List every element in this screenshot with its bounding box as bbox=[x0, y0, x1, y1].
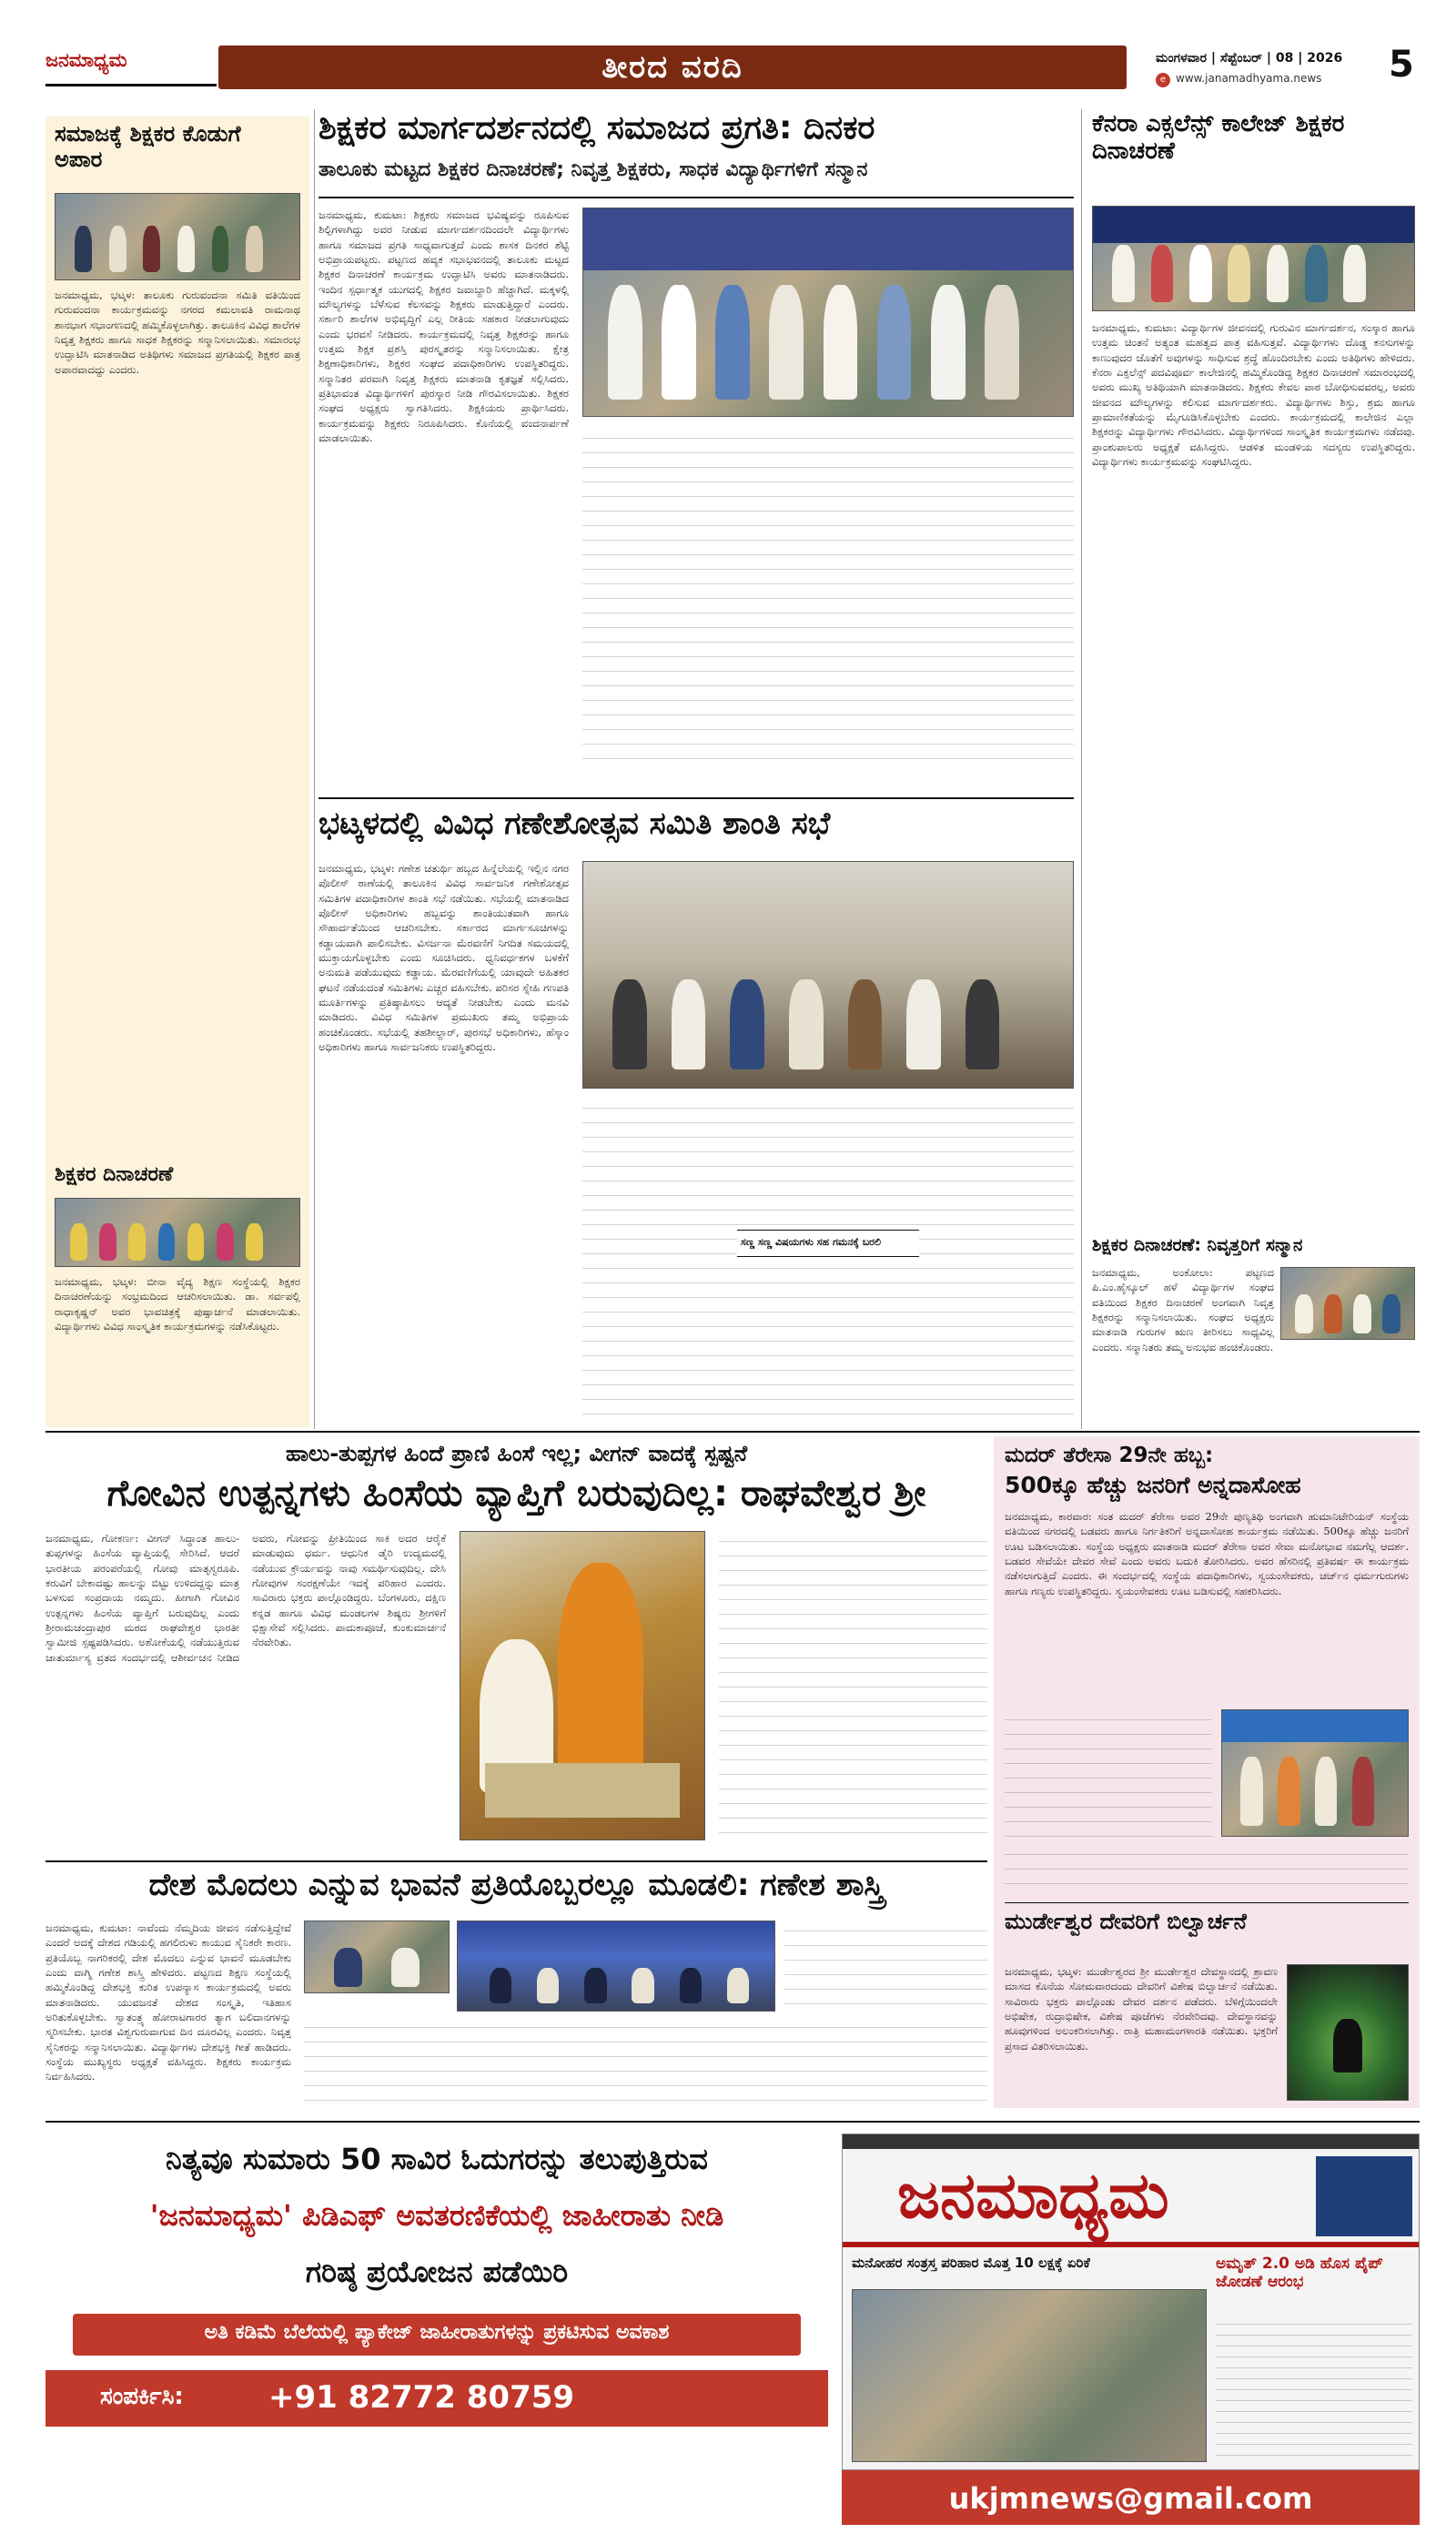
right-story1-photo bbox=[1092, 206, 1415, 311]
ganesh-box-title: ಸಣ್ಣ ಸಣ್ಣ ವಿಷಯಗಳು ಸಹ ಗಮನಕ್ಕೆ ಬರಲಿ bbox=[741, 1236, 882, 1248]
right-story2-title: ಶಿಕ್ಷಕರ ದಿನಾಚರಣೆ: ನಿವೃತ್ತರಿಗೆ ಸನ್ಮಾನ bbox=[1092, 1235, 1303, 1255]
desha-body-right bbox=[784, 1921, 987, 2012]
desha-photo-2 bbox=[457, 1921, 775, 2012]
mother-title-line1: ಮದರ್ ತೆರೇಸಾ 29ನೇ ಹಬ್ಬ: bbox=[1005, 1444, 1214, 1467]
murdeshwar-story bbox=[994, 1944, 1420, 2108]
ad-paper-logo: ಜನಮಾಧ್ಯಮ bbox=[897, 2158, 1169, 2233]
ganesh-box bbox=[737, 1230, 919, 1257]
lead-subhead: ತಾಲೂಕು ಮಟ್ಟದ ಶಿಕ್ಷಕರ ದಿನಾಚರಣೆ; ನಿವೃತ್ತ ಶಿಕ್ಷಕರು, ಸಾಧಕ ವಿದ್ಯಾರ್ಥಿಗಳಿಗೆ ಸನ್ಮಾನ bbox=[318, 158, 868, 181]
ad-paper-side-box bbox=[1316, 2156, 1412, 2236]
murdeshwar-photo bbox=[1287, 1964, 1409, 2101]
mother-body: ಜನಮಾಧ್ಯಮ, ಕಾರವಾರ: ಸಂತ ಮದರ್ ತೆರೇಸಾ ಅವರ 29ನೇ ಪುಣ್ಯತಿಥಿ ಅಂಗವಾಗಿ ಹುಮಾನಿಟೇರಿಯನ್ ಸಂಸ್ಥೆಯ ವತಿಯಿಂದ ನಗರದಲ್ಲಿ ಬಡವರು ಹಾಗೂ ನಿರ್ಗತಿಕರಿಗೆ ಅನ್ನದಾಸೋಹ ಕಾರ್ಯಕ್ರಮ ನಡೆಯಿತು. 500ಕ್ಕೂ ಹೆಚ್ಚು ಜನರಿಗೆ ಊಟ ಬಡಿಸಲಾಯಿತು. ಸಂಸ್ಥೆಯ ಅಧ್ಯಕ್ಷರು ಮಾತನಾಡಿ ಮದರ್ ತೆರೇಸಾ ಅವರ ಸೇವಾ ಮನೋಭಾವ ನಮಗೆಲ್ಲ ಆದರ್ಶ. ಬಡವರ ಸೇವೆಯೇ ದೇವರ ಸೇವೆ ಎಂದು ಅವರು ಬದುಕಿ ತೋರಿಸಿದರು. ಅವರ ಹೆಸರಿನಲ್ಲಿ ಪ್ರತಿವರ್ಷ ಈ ಕಾರ್ಯಕ್ರಮ ನಡೆಸಲಾಗುತ್ತಿದೆ ಎಂದರು. ಈ ಸಂದರ್ಭದಲ್ಲಿ ಸಂಸ್ಥೆಯ ಪದಾಧಿಕಾರಿಗಳು, ಸ್ವಯಂಸೇವಕರು, ಚರ್ಚ್‌ನ ಧರ್ಮಗುರುಗಳು ಹಾಗೂ ಗಣ್ಯರು ಉಪಸ್ಥಿತರಿದ್ದರು. ಸ್ವಯಂಸೇವಕರು ಊಟ ಬಡಿಸುವಲ್ಲಿ ಸಹಕರಿಸಿದರು. bbox=[1005, 1510, 1409, 1597]
left-story1-photo bbox=[55, 193, 300, 280]
ad-line2: 'ಜನಮಾಧ್ಯಮ' ಪಿಡಿಎಫ್ ಅವತರಣಿಕೆಯಲ್ಲಿ ಜಾಹೀರಾತು ನೀಡಿ bbox=[149, 2198, 724, 2233]
right-story2-body: ಜನಮಾಧ್ಯಮ, ಅಂಕೋಲಾ: ಪಟ್ಟಣದ ಪಿ.ಎಂ.ಹೈಸ್ಕೂಲ್ ಹಳೆ ವಿದ್ಯಾರ್ಥಿಗಳ ಸಂಘದ ವತಿಯಿಂದ ಶಿಕ್ಷಕರ ದಿನಾಚರಣೆ ಅಂಗವಾಗಿ ನಿವೃತ್ತ ಶಿಕ್ಷಕರನ್ನು ಸನ್ಮಾನಿಸಲಾಯಿತು. ಸಂಘದ ಅಧ್ಯಕ್ಷರು ಮಾತನಾಡಿ ಗುರುಗಳ ಋಣ ತೀರಿಸಲು ಸಾಧ್ಯವಿಲ್ಲ ಎಂದರು. ಸನ್ಮಾನಿತರು ತಮ್ಮ ಅನುಭವ ಹಂಚಿಕೊಂಡರು. bbox=[1092, 1266, 1274, 1353]
desha-story bbox=[46, 1860, 987, 2108]
lead-body: ಜನಮಾಧ್ಯಮ, ಕುಮಟಾ: ಶಿಕ್ಷಕರು ಸಮಾಜದ ಭವಿಷ್ಯವನ್ನು ರೂಪಿಸುವ ಶಿಲ್ಪಿಗಳಾಗಿದ್ದು ಅವರ ನೀಡುವ ಮಾರ್ಗದರ್ಶನದಿಂದಲೇ ವಿದ್ಯಾರ್ಥಿಗಳು ಹಾಗೂ ಸಮಾಜದ ಪ್ರಗತಿ ಸಾಧ್ಯವಾಗುತ್ತದೆ ಎಂದು ಶಾಸಕ ದಿನಕರ ಶೆಟ್ಟಿ ಅಭಿಪ್ರಾಯಪಟ್ಟರು. ಪಟ್ಟಣದ ಹವ್ಯಕ ಸಭಾಭವನದಲ್ಲಿ ತಾಲೂಕು ಮಟ್ಟದ ಶಿಕ್ಷಕರ ದಿನಾಚರಣೆ ಕಾರ್ಯಕ್ರಮ ಉದ್ಘಾಟಿಸಿ ಅವರು ಮಾತನಾಡಿದರು. ಇಂದಿನ ಸ್ಪರ್ಧಾತ್ಮಕ ಯುಗದಲ್ಲಿ ಶಿಕ್ಷಕರ ಜವಾಬ್ದಾರಿ ಹೆಚ್ಚಾಗಿದೆ. ಮಕ್ಕಳಲ್ಲಿ ಮೌಲ್ಯಗಳನ್ನು ಬೆಳೆಸುವ ಕೆಲಸವನ್ನು ಶಿಕ್ಷಕರು ಮಾಡುತ್ತಿದ್ದಾರೆ ಎಂದರು. ಸರ್ಕಾರಿ ಶಾಲೆಗಳ ಅಭಿವೃದ್ಧಿಗೆ ಎಲ್ಲ ರೀತಿಯ ಸಹಕಾರ ನೀಡಲಾಗುವುದು ಎಂದು ಭರವಸೆ ನೀಡಿದರು. ಕಾರ್ಯಕ್ರಮದಲ್ಲಿ ನಿವೃತ್ತ ಶಿಕ್ಷಕರನ್ನು ಹಾಗೂ ಉತ್ತಮ ಶಿಕ್ಷಕ ಪ್ರಶಸ್ತಿ ಪುರಸ್ಕೃತರನ್ನು ಸನ್ಮಾನಿಸಲಾಯಿತು. ಕ್ಷೇತ್ರ ಶಿಕ್ಷಣಾಧಿಕಾರಿಗಳು, ಶಿಕ್ಷಕರ ಸಂಘದ ಪದಾಧಿಕಾರಿಗಳು ಉಪಸ್ಥಿತರಿದ್ದರು. ಸನ್ಮಾನಿತರ ಪರವಾಗಿ ನಿವೃತ್ತ ಶಿಕ್ಷಕರು ಮಾತನಾಡಿ ಕೃತಜ್ಞತೆ ಸಲ್ಲಿಸಿದರು. ಪ್ರತಿಭಾವಂತ ವಿದ್ಯಾರ್ಥಿಗಳಿಗೆ ಪುರಸ್ಕಾರ ನೀಡಿ ಗೌರವಿಸಲಾಯಿತು. ಶಿಕ್ಷಕರ ಸಂಘದ ಅಧ್ಯಕ್ಷರು ಸ್ವಾಗತಿಸಿದರು. ಶಿಕ್ಷಕಿಯರು ಪ್ರಾರ್ಥಿಸಿದರು. ಕಾರ್ಯಕ್ರಮವನ್ನು ಶಿಕ್ಷಕರು ನಿರೂಪಿಸಿದರು. ಕೊನೆಯಲ್ಲಿ ವಂದನಾರ್ಪಣೆ ಮಾಡಲಾಯಿತು. bbox=[318, 208, 569, 444]
veegan-body: ಜನಮಾಧ್ಯಮ, ಗೋಕರ್ಣ: ವೀಗನ್ ಸಿದ್ಧಾಂತ ಹಾಲು-ತುಪ್ಪಗಳನ್ನು ಹಿಂಸೆಯ ವ್ಯಾಪ್ತಿಯಲ್ಲಿ ಸೇರಿಸಿದೆ. ಆದರೆ ಭಾರತೀಯ ಪರಂಪರೆಯಲ್ಲಿ ಗೋವು ಮಾತೃಸ್ವರೂಪಿ. ಕರುವಿಗೆ ಬೇಕಾದಷ್ಟು ಹಾಲನ್ನು ಬಿಟ್ಟು ಉಳಿದದ್ದನ್ನು ಮಾತ್ರ ಬಳಸುವ ಸಂಪ್ರದಾಯ ನಮ್ಮದು. ಹೀಗಾಗಿ ಗೋವಿನ ಉತ್ಪನ್ನಗಳು ಹಿಂಸೆಯ ವ್ಯಾಪ್ತಿಗೆ ಬರುವುದಿಲ್ಲ ಎಂದು ಶ್ರೀರಾಮಚಂದ್ರಾಪುರ ಮಠದ ರಾಘವೇಶ್ವರ ಭಾರತೀ ಸ್ವಾಮೀಜಿ ಸ್ಪಷ್ಟಪಡಿಸಿದರು. ಅಶೋಕೆಯಲ್ಲಿ ನಡೆಯುತ್ತಿರುವ ಚಾತುರ್ಮಾಸ್ಯ ವ್ರತದ ಸಂದರ್ಭದಲ್ಲಿ ಆಶೀರ್ವಚನ ನೀಡಿದ ಅವರು, ಗೋವನ್ನು ಪ್ರೀತಿಯಿಂದ ಸಾಕಿ ಅದರ ಆರೈಕೆ ಮಾಡುವುದು ಧರ್ಮ. ಆಧುನಿಕ ಡೈರಿ ಉದ್ಯಮದಲ್ಲಿ ನಡೆಯುವ ಕ್ರೌರ್ಯವನ್ನು ನಾವು ಸಮರ್ಥಿಸುವುದಿಲ್ಲ. ದೇಸಿ ಗೋವುಗಳ ಸಂರಕ್ಷಣೆಯೇ ಇದಕ್ಕೆ ಪರಿಹಾರ ಎಂದರು. ಸಾವಿರಾರು ಭಕ್ತರು ಪಾಲ್ಗೊಂಡಿದ್ದರು. ಬೆಂಗಳೂರು, ದಕ್ಷಿಣ ಕನ್ನಡ ಹಾಗೂ ವಿವಿಧ ಮಂಡಲಗಳ ಶಿಷ್ಯರು ಶ್ರೀಗಳಿಗೆ ಭಿಕ್ಷಾಸೇವೆ ಸಲ್ಲಿಸಿದರು. ಪಾದುಕಾಪೂಜೆ, ಕುಂಕುಮಾರ್ಚನೆ ನೆರವೇರಿತು. bbox=[46, 1532, 446, 1664]
ganesh-headline: ಭಟ್ಕಳದಲ್ಲಿ ವಿವಿಧ ಗಣೇಶೋತ್ಸವ ಸಮಿತಿ ಶಾಂತಿ ಸಭೆ bbox=[318, 806, 831, 842]
desha-body: ಜನಮಾಧ್ಯಮ, ಕುಮಟಾ: ನಾವೆಂದು ನೆಮ್ಮದಿಯ ಜೀವನ ನಡೆಸುತ್ತಿದ್ದೇವೆ ಎಂದರೆ ಅದಕ್ಕೆ ದೇಶದ ಗಡಿಯಲ್ಲಿ ಹಗಲಿರುಳು ಕಾಯುವ ಸೈನಿಕರೇ ಕಾರಣ. ಪ್ರತಿಯೊಬ್ಬ ನಾಗರಿಕರಲ್ಲಿ ದೇಶ ಮೊದಲು ಎನ್ನುವ ಭಾವನೆ ಮೂಡಬೇಕು ಎಂದು ವಾಗ್ಮಿ ಗಣೇಶ ಶಾಸ್ತ್ರಿ ಹೇಳಿದರು. ಪಟ್ಟಣದ ಶಿಕ್ಷಣ ಸಂಸ್ಥೆಯಲ್ಲಿ ಹಮ್ಮಿಕೊಂಡಿದ್ದ ದೇಶಭಕ್ತಿ ಕುರಿತ ಉಪನ್ಯಾಸ ಕಾರ್ಯಕ್ರಮದಲ್ಲಿ ಅವರು ಮಾತನಾಡಿದರು. ಯುವಜನತೆ ದೇಶದ ಸಂಸ್ಕೃತಿ, ಇತಿಹಾಸ ಅರಿತುಕೊಳ್ಳಬೇಕು. ಸ್ವಾತಂತ್ರ್ಯ ಹೋರಾಟಗಾರರ ತ್ಯಾಗ ಬಲಿದಾನಗಳನ್ನು ಸ್ಮರಿಸಬೇಕು. ಭಾರತ ವಿಶ್ವಗುರುವಾಗುವ ದಿನ ದೂರವಿಲ್ಲ ಎಂದರು. ನಿವೃತ್ತ ಸೈನಿಕರನ್ನು ಸನ್ಮಾನಿಸಲಾಯಿತು. ವಿದ್ಯಾರ್ಥಿಗಳು ದೇಶಭಕ್ತಿ ಗೀತೆ ಹಾಡಿದರು. ಸಂಸ್ಥೆಯ ಮುಖ್ಯಸ್ಥರು ಅಧ್ಯಕ್ಷತೆ ವಹಿಸಿದ್ದರು. ಶಿಕ್ಷಕರು ಕಾರ್ಯಕ್ರಮ ನಿರ್ವಹಿಸಿದರು. bbox=[46, 1921, 291, 2083]
ad-paper-headline2: ಅಮೃತ್ 2.0 ಅಡಿ ಹೊಸ ಪೈಪ್ ಜೋಡಣೆ ಆರಂಭ bbox=[1216, 2255, 1383, 2291]
desha-rule bbox=[46, 1860, 987, 1862]
lead-rule bbox=[318, 197, 1074, 198]
veegan-headline: ಗೋವಿನ ಉತ್ಪನ್ನಗಳು ಹಿಂಸೆಯ ವ್ಯಾಪ್ತಿಗೆ ಬರುವುದಿಲ್ಲ: ರಾಘವೇಶ್ವರ ಶ್ರೀ bbox=[106, 1473, 926, 1515]
date-line: ಮಂಗಳವಾರ | ಸೆಪ್ಟೆಂಬರ್ | 08 | 2026 bbox=[1156, 51, 1343, 66]
left-story2-photo bbox=[55, 1198, 300, 1267]
website-icon: e bbox=[1156, 73, 1170, 87]
ad-paper-photo bbox=[852, 2289, 1207, 2462]
masthead-left-rule bbox=[46, 84, 217, 86]
ganesh-story bbox=[318, 797, 1074, 1425]
murdeshwar-rule bbox=[1005, 1902, 1409, 1903]
masthead bbox=[0, 0, 1456, 91]
left-story2-body: ಜನಮಾಧ್ಯಮ, ಭಟ್ಕಳ: ಬೀನಾ ವೈದ್ಯ ಶಿಕ್ಷಣ ಸಂಸ್ಥೆಯಲ್ಲಿ ಶಿಕ್ಷಕರ ದಿನಾಚರಣೆಯನ್ನು ಸಂಭ್ರಮದಿಂದ ಆಚರಿಸಲಾಯಿತು. ಡಾ. ಸರ್ವಪಲ್ಲಿ ರಾಧಾಕೃಷ್ಣನ್ ಅವರ ಭಾವಚಿತ್ರಕ್ಕೆ ಪುಷ್ಪಾರ್ಚನೆ ಮಾಡಲಾಯಿತು. ವಿದ್ಯಾರ್ಥಿಗಳು ವಿವಿಧ ಸಾಂಸ್ಕೃತಿಕ ಕಾರ್ಯಕ್ರಮಗಳನ್ನು ನಡೆಸಿಕೊಟ್ಟರು. bbox=[55, 1275, 300, 1333]
ad-text-panel bbox=[46, 2134, 828, 2525]
ad-phone[interactable]: +91 82772 80759 bbox=[268, 2379, 575, 2416]
left-story1-body: ಜನಮಾಧ್ಯಮ, ಭಟ್ಕಳ: ತಾಲೂಕು ಗುರುವಂದನಾ ಸಮಿತಿ ವತಿಯಿಂದ ಗುರುವಂದನಾ ಕಾರ್ಯಕ್ರಮವನ್ನು ನಗರದ ಕಮಲಾವತಿ ರಾಮನಾಥ ಶಾನಭಾಗ ಸಭಾಂಗಣದಲ್ಲಿ ಹಮ್ಮಿಕೊಳ್ಳಲಾಗಿತ್ತು. ತಾಲೂಕಿನ ವಿವಿಧ ಶಾಲೆಗಳ ನಿವೃತ್ತ ಶಿಕ್ಷಕರು ಹಾಗೂ ಸಾಧಕ ಶಿಕ್ಷಕರನ್ನು ಸನ್ಮಾನಿಸಲಾಯಿತು. ಸಮಾರಂಭ ಉದ್ಘಾಟಿಸಿ ಮಾತನಾಡಿದ ಅತಿಥಿಗಳು ಸಮಾಜದ ಪ್ರಗತಿಯಲ್ಲಿ ಶಿಕ್ಷಕರ ಪಾತ್ರ ಅಪಾರವಾದದ್ದು ಎಂದರು. bbox=[55, 289, 300, 376]
page-number: 5 bbox=[1389, 44, 1414, 86]
mother-body-footer bbox=[1005, 1844, 1409, 1897]
ad-paper-topbar bbox=[843, 2134, 1419, 2149]
right-column bbox=[1087, 109, 1420, 1429]
ad-paper-text bbox=[1216, 2316, 1412, 2462]
lead-body-continued bbox=[582, 428, 1074, 772]
masthead-logo: ಜನಮಾಧ್ಯಮ bbox=[46, 49, 127, 71]
ad-email[interactable]: ukjmnews@gmail.com bbox=[948, 2481, 1313, 2516]
column-separator-2 bbox=[1081, 109, 1082, 1429]
ad-contact-label: ಸಂಪರ್ಕಿಸಿ: bbox=[100, 2383, 184, 2410]
website-url[interactable]: www.janamadhyama.news bbox=[1176, 72, 1322, 85]
ad-paper-rule bbox=[843, 2242, 1419, 2247]
desha-photo-1 bbox=[304, 1921, 450, 1993]
veegan-body-continued bbox=[719, 1531, 987, 1840]
left-story1-title: ಸಮಾಜಕ್ಕೆ ಶಿಕ್ಷಕರ ಕೊಡುಗೆ ಅಪಾರ bbox=[55, 121, 241, 172]
ad-contact-strip bbox=[46, 2370, 828, 2427]
right-story1-title: ಕೆನರಾ ಎಕ್ಸಲೆನ್ಸ್ ಕಾಲೇಜ್ ಶಿಕ್ಷಕರ ದಿನಾಚರಣೆ bbox=[1092, 110, 1345, 165]
desha-body-continued bbox=[304, 2017, 987, 2103]
ganesh-photo bbox=[582, 861, 1074, 1089]
desha-headline: ದೇಶ ಮೊದಲು ಎನ್ನುವ ಭಾವನೆ ಪ್ರತಿಯೊಬ್ಬರಲ್ಲೂ ಮೂಡಲಿ: ಗಣೇಶ ಶಾಸ್ತ್ರಿ bbox=[148, 1867, 885, 1903]
veegan-photo bbox=[460, 1531, 705, 1840]
left-story2-title: ಶಿಕ್ಷಕರ ದಿನಾಚರಣೆ bbox=[55, 1163, 174, 1186]
right-story2-photo bbox=[1280, 1267, 1415, 1340]
ad-banner bbox=[73, 2314, 801, 2356]
left-column bbox=[46, 117, 309, 1427]
ganesh-body: ಜನಮಾಧ್ಯಮ, ಭಟ್ಕಳ: ಗಣೇಶ ಚತುರ್ಥಿ ಹಬ್ಬದ ಹಿನ್ನೆಲೆಯಲ್ಲಿ ಇಲ್ಲಿನ ನಗರ ಪೊಲೀಸ್ ಠಾಣೆಯಲ್ಲಿ ತಾಲೂಕಿನ ವಿವಿಧ ಸಾರ್ವಜನಿಕ ಗಣೇಶೋತ್ಸವ ಸಮಿತಿಗಳ ಪದಾಧಿಕಾರಿಗಳ ಶಾಂತಿ ಸಭೆ ನಡೆಯಿತು. ಸಭೆಯಲ್ಲಿ ಮಾತನಾಡಿದ ಪೊಲೀಸ್ ಅಧಿಕಾರಿಗಳು ಹಬ್ಬವನ್ನು ಶಾಂತಿಯುತವಾಗಿ ಹಾಗೂ ಸೌಹಾರ್ದತೆಯಿಂದ ಆಚರಿಸಬೇಕು. ಸರ್ಕಾರದ ಮಾರ್ಗಸೂಚಿಗಳನ್ನು ಕಡ್ಡಾಯವಾಗಿ ಪಾಲಿಸಬೇಕು. ವಿಸರ್ಜನಾ ಮೆರವಣಿಗೆ ನಿಗದಿತ ಸಮಯದಲ್ಲಿ ಮುಕ್ತಾಯಗೊಳ್ಳಬೇಕು ಎಂದು ಸೂಚಿಸಿದರು. ಧ್ವನಿವರ್ಧಕಗಳ ಬಳಕೆಗೆ ಅನುಮತಿ ಪಡೆಯುವುದು ಕಡ್ಡಾಯ. ಮೆರವಣಿಗೆಯಲ್ಲಿ ಯಾವುದೇ ಅಹಿತಕರ ಘಟನೆ ನಡೆಯದಂತೆ ಸಮಿತಿಗಳು ಎಚ್ಚರ ವಹಿಸಬೇಕು. ಪರಿಸರ ಸ್ನೇಹಿ ಗಣಪತಿ ಮೂರ್ತಿಗಳನ್ನು ಪ್ರತಿಷ್ಠಾಪಿಸಲು ಆದ್ಯತೆ ನೀಡಬೇಕು ಎಂದು ಮನವಿ ಮಾಡಿದರು. ವಿವಿಧ ಸಮಿತಿಗಳ ಪ್ರಮುಖರು ತಮ್ಮ ಅಭಿಪ್ರಾಯ ಹಂಚಿಕೊಂಡರು. ಸಭೆಯಲ್ಲಿ ತಹಶೀಲ್ದಾರ್, ಪುರಸಭೆ ಅಧಿಕಾರಿಗಳು, ಹೆಸ್ಕಾಂ ಅಧಿಕಾರಿಗಳು ಹಾಗೂ ಸಾರ್ವಜನಿಕರು ಉಪಸ್ಥಿತರಿದ್ದರು. bbox=[318, 862, 569, 1053]
veegan-kicker: ಹಾಲು-ತುಪ್ಪಗಳ ಹಿಂದೆ ಪ್ರಾಣಿ ಹಿಂಸೆ ಇಲ್ಲ; ವೀಗನ್ ವಾದಕ್ಕೆ ಸ್ಪಷ್ಟನೆ bbox=[285, 1441, 748, 1466]
column-separator-1 bbox=[314, 109, 315, 1429]
mother-teresa-box bbox=[994, 1436, 1420, 1964]
lead-story bbox=[318, 109, 1074, 783]
mother-body-continued bbox=[1005, 1709, 1212, 1837]
murdeshwar-title: ಮುರ್ಡೇಶ್ವರ ದೇವರಿಗೆ ಬಿಲ್ವಾರ್ಚನೆ bbox=[1005, 1909, 1247, 1934]
right-story1-body: ಜನಮಾಧ್ಯಮ, ಕುಮಟಾ: ವಿದ್ಯಾರ್ಥಿಗಳ ಜೀವನದಲ್ಲಿ ಗುರುವಿನ ಮಾರ್ಗದರ್ಶನ, ಸಂಸ್ಕಾರ ಹಾಗೂ ಉತ್ತಮ ಚಿಂತನೆ ಅತ್ಯಂತ ಮಹತ್ವದ ಪಾತ್ರ ವಹಿಸುತ್ತವೆ. ವಿದ್ಯಾರ್ಥಿಗಳು ದೊಡ್ಡ ಕನಸುಗಳನ್ನು ಕಾಣುವುದರ ಜೊತೆಗೆ ಅವುಗಳನ್ನು ಸಾಧಿಸುವ ಶ್ರದ್ಧೆ ಹೊಂದಿರಬೇಕು ಎಂದು ಅತಿಥಿಗಳು ಹೇಳಿದರು. ಕೆನರಾ ಎಕ್ಸಲೆನ್ಸ್ ಪದವಿಪೂರ್ವ ಕಾಲೇಜಿನಲ್ಲಿ ಹಮ್ಮಿಕೊಂಡಿದ್ದ ಶಿಕ್ಷಕರ ದಿನಾಚರಣೆ ಸಮಾರಂಭದಲ್ಲಿ ಅವರು ಮುಖ್ಯ ಅತಿಥಿಯಾಗಿ ಮಾತನಾಡಿದರು. ಶಿಕ್ಷಕರು ಕೇವಲ ಪಾಠ ಬೋಧಿಸುವವರಲ್ಲ, ಅವರು ಜೀವನದ ಮೌಲ್ಯಗಳನ್ನು ಕಲಿಸುವ ಮಾರ್ಗದರ್ಶಕರು. ವಿದ್ಯಾರ್ಥಿಗಳು ಶಿಸ್ತು, ಶ್ರಮ ಹಾಗೂ ಪ್ರಾಮಾಣಿಕತೆಯನ್ನು ಮೈಗೂಡಿಸಿಕೊಳ್ಳಬೇಕು ಎಂದರು. ಕಾರ್ಯಕ್ರಮದಲ್ಲಿ ಕಾಲೇಜಿನ ಎಲ್ಲಾ ಶಿಕ್ಷಕರನ್ನು ವಿದ್ಯಾರ್ಥಿಗಳು ಗೌರವಿಸಿದರು. ವಿದ್ಯಾರ್ಥಿಗಳಿಂದ ಸಾಂಸ್ಕೃತಿಕ ಕಾರ್ಯಕ್ರಮಗಳು ನಡೆದವು. ಪ್ರಾಂಶುಪಾಲರು ಅಧ್ಯಕ್ಷತೆ ವಹಿಸಿದ್ದರು. ಆಡಳಿತ ಮಂಡಳಿಯ ಸದಸ್ಯರು ಉಪಸ್ಥಿತರಿದ್ದರು. ವಿದ್ಯಾರ್ಥಿಗಳು ಕಾರ್ಯಕ್ರಮವನ್ನು ಸಂಘಟಿಸಿದ್ದರು. bbox=[1092, 321, 1415, 468]
ganesh-body-continued bbox=[582, 1098, 1074, 1416]
advertisement bbox=[46, 2121, 1420, 2535]
ad-email-strip bbox=[842, 2470, 1420, 2525]
ad-paper-headline1: ಮನೋಹರ ಸಂತ್ರಸ್ತ ಪರಿಹಾರ ಮೊತ್ತ 10 ಲಕ್ಷಕ್ಕೆ ಏರಿಕೆ bbox=[852, 2255, 1090, 2271]
ad-paper-preview bbox=[842, 2134, 1420, 2470]
section-title: ತೀರದ ವರದಿ bbox=[218, 46, 1127, 89]
ad-line1: ನಿತ್ಯವೂ ಸುಮಾರು 50 ಸಾವಿರ ಓದುಗರನ್ನು ತಲುಪುತ್ತಿರುವ bbox=[166, 2142, 708, 2176]
lead-headline: ಶಿಕ್ಷಕರ ಮಾರ್ಗದರ್ಶನದಲ್ಲಿ ಸಮಾಜದ ಪ್ರಗತಿ: ದಿನಕರ bbox=[318, 109, 875, 147]
murdeshwar-body: ಜನಮಾಧ್ಯಮ, ಭಟ್ಕಳ: ಮುರ್ಡೇಶ್ವರದ ಶ್ರೀ ಮುರ್ಡೇಶ್ವರ ದೇವಸ್ಥಾನದಲ್ಲಿ ಶ್ರಾವಣ ಮಾಸದ ಕೊನೆಯ ಸೋಮವಾರದಂದು ದೇವರಿಗೆ ವಿಶೇಷ ಬಿಲ್ವಾರ್ಚನೆ ನಡೆಯಿತು. ಸಾವಿರಾರು ಭಕ್ತರು ಪಾಲ್ಗೊಂಡು ದೇವರ ದರ್ಶನ ಪಡೆದರು. ಬೆಳಿಗ್ಗೆಯಿಂದಲೇ ಅಭಿಷೇಕ, ರುದ್ರಾಭಿಷೇಕ, ವಿಶೇಷ ಪೂಜೆಗಳು ನೆರವೇರಿದವು. ದೇವಸ್ಥಾನವನ್ನು ಹೂವುಗಳಿಂದ ಅಲಂಕರಿಸಲಾಗಿತ್ತು. ರಾತ್ರಿ ಮಹಾಮಂಗಳಾರತಿ ನಡೆಯಿತು. ಭಕ್ತರಿಗೆ ಪ್ರಸಾದ ವಿತರಿಸಲಾಯಿತು. bbox=[1005, 1965, 1278, 2052]
ganesh-rule-top bbox=[318, 797, 1074, 799]
veegan-story bbox=[46, 1436, 987, 1855]
mother-title-line2: 500ಕ್ಕೂ ಹೆಚ್ಚು ಜನರಿಗೆ ಅನ್ನದಾಸೋಹ bbox=[1005, 1472, 1301, 1498]
mother-photo bbox=[1221, 1709, 1409, 1837]
ad-banner-text: ಅತಿ ಕಡಿಮೆ ಬೆಲೆಯಲ್ಲಿ ಪ್ಯಾಕೇಜ್ ಜಾಹೀರಾತುಗಳನ್ನು ಪ್ರಕಟಿಸುವ ಅವಕಾಶ bbox=[204, 2321, 670, 2344]
lead-photo bbox=[582, 208, 1074, 417]
section-divider bbox=[46, 1431, 1420, 1433]
ad-line3: ಗರಿಷ್ಠ ಪ್ರಯೋಜನ ಪಡೆಯಿರಿ bbox=[305, 2255, 569, 2289]
